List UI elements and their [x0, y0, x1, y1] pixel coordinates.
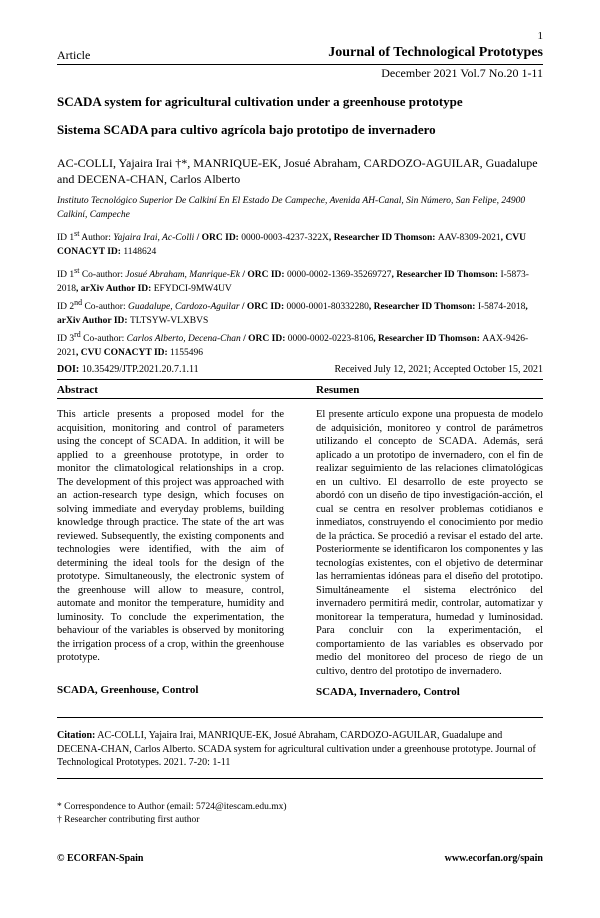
coauthor-3-id-block: ID 3rd Co-author: Carlos Alberto, Decena-Chan / ORC ID: 0000-0002-0223-8106, Researcher ID Thomson: AAX-9426-2021, CVU CONACYT ID: 1155496 — [57, 330, 529, 359]
abstract-text: This article presents a proposed model for the acquisition, monitoring and control of parameters using the concept of SCADA. In addition, it will be applied to a greenhouse prototype, in order to monitor the climatological relationships in a crop. The development of this project was approached with an action-research type design, which focuses on solving immediate and everyday problems, building knowledge through practice. The state of the art was reviewed. Subsequently, the existing components and technologies were identified, with the aim of determining the ideal tools for the design of the prototype. Simultaneously, the electronic system of the greenhouse will allow to measure, control, automate and monitor the temperature, humidity and luminosity. To conclude the experimentation, the behaviour of the variables is observed by monitoring the irrigation process of a crop, within the greenhouse prototype. — [57, 409, 284, 663]
journal-name: Journal of Technological Prototypes — [328, 45, 543, 60]
coauthor-2-id-block: ID 2nd Co-author: Guadalupe, Cardozo-Aguilar / ORC ID: 0000-0001-80332280, Researcher ID Thomson: I-5874-2018, arXiv Author ID: TLTSYW-VLXBVS — [57, 298, 528, 327]
page-number: 1 — [537, 30, 543, 42]
resumen-heading: Resumen — [316, 384, 360, 396]
article-label: Article — [57, 48, 91, 62]
doi-row — [57, 364, 543, 375]
title-english: SCADA system for agricultural cultivation under a greenhouse prototype — [57, 94, 463, 109]
keywords-english: SCADA, Greenhouse, Control — [57, 684, 199, 696]
title-spanish: Sistema SCADA para cultivo agrícola bajo prototipo de invernadero — [57, 122, 436, 137]
abstract-heading: Abstract — [57, 384, 98, 396]
keywords-spanish: SCADA, Invernadero, Control — [316, 686, 460, 698]
author-name: Carlos Alberto, Decena-Chan — [126, 334, 241, 345]
resumen-text: El presente artículo expone una propuesta de modelo de adquisición, monitoreo y control de parámetros utilizando el concepto de SCADA. Además, será aplicado a un prototipo de invernadero, con el fin de realizar seguimiento de las relaciones climatológicas en un cultivo. El desarrollo de este proyecto se abordó con un diseño de tipo investigación-acción, el cual se centra en resolver problemas cotidianos e inmediatos, construyendo el conocimiento por medio de la práctica. Se procedió a revisar el estado del arte. Posteriormente se identificaron los componentes y las tecnologías existentes, con el objetivo de determinar las herramientas idóneas para el diseño del prototipo. Simultáneamente el sistema electrónico del invernadero permitirá medir, controlar, automatizar y monitorear la temperatura, humedad y luminosidad. Para concluir con la experimentación, el comportamiento de las variables es observado por medio del monitoreo del proceso de riego de un cultivo, dentro del prototipo de invernadero. — [316, 409, 543, 677]
author-list: AC-COLLI, Yajaira Irai †*, MANRIQUE-EK, Josué Abraham, CARDOZO-AGUILAR, Guadalupe and DECENA-CHAN, Carlos Alberto — [57, 156, 538, 186]
footnote-researcher: † Researcher contributing first author — [57, 815, 200, 825]
author-id-block: ID 1st Author: Yajaira Irai, Ac-Colli / ORC ID: 0000-0003-4237-322X, Researcher ID Thomson: AAV-8309-2021, CVU CONACYT ID: 1148624 — [57, 229, 526, 258]
section-rule — [57, 379, 543, 380]
received-date: Received July 12, 2021; Accepted October 15, 2021 — [334, 364, 543, 375]
citation: Citation: AC-COLLI, Yajaira Irai, MANRIQUE-EK, Josué Abraham, CARDOZO-AGUILAR, Guadalupe and DECENA-CHAN, Carlos Alberto. SCADA system for agricultural cultivation under a greenhouse prototype. Journal of Technological Prototypes. 2021. 7-20: 1-11 — [57, 730, 536, 768]
section-rule — [57, 398, 543, 399]
section-rule — [57, 778, 543, 779]
header-rule — [57, 64, 543, 65]
coauthor-1-id-block: ID 1st Co-author: Josué Abraham, Manrique-Ek / ORC ID: 0000-0002-1369-35269727, Researcher ID Thomson: I-5873-2018, arXiv Author ID: EFYDCI-9MW4UV — [57, 266, 529, 295]
doi: DOI: 10.35429/JTP.2021.20.7.1.11 — [57, 364, 199, 375]
issue-info: December 2021 Vol.7 No.20 1-11 — [381, 66, 543, 80]
footnotes — [57, 801, 357, 827]
institution: Instituto Tecnológico Superior De Calkiní En El Estado De Campeche, Avenida AH-Canal, Sin Número, San Felipe, 24900 Calkiní, Campeche — [57, 196, 526, 220]
author-name: Guadalupe, Cardozo-Aguilar — [127, 302, 240, 313]
author-name: Josué Abraham, Manrique-Ek — [125, 270, 240, 281]
section-rule — [57, 717, 543, 718]
publisher-website[interactable]: www.ecorfan.org/spain — [444, 853, 543, 864]
publisher-copyright: © ECORFAN-Spain — [57, 853, 144, 864]
author-name: Yajaira Irai, Ac-Colli — [113, 233, 195, 244]
footnote-correspondence: * Correspondence to Author (email: 5724@itescam.edu.mx) — [57, 802, 287, 812]
